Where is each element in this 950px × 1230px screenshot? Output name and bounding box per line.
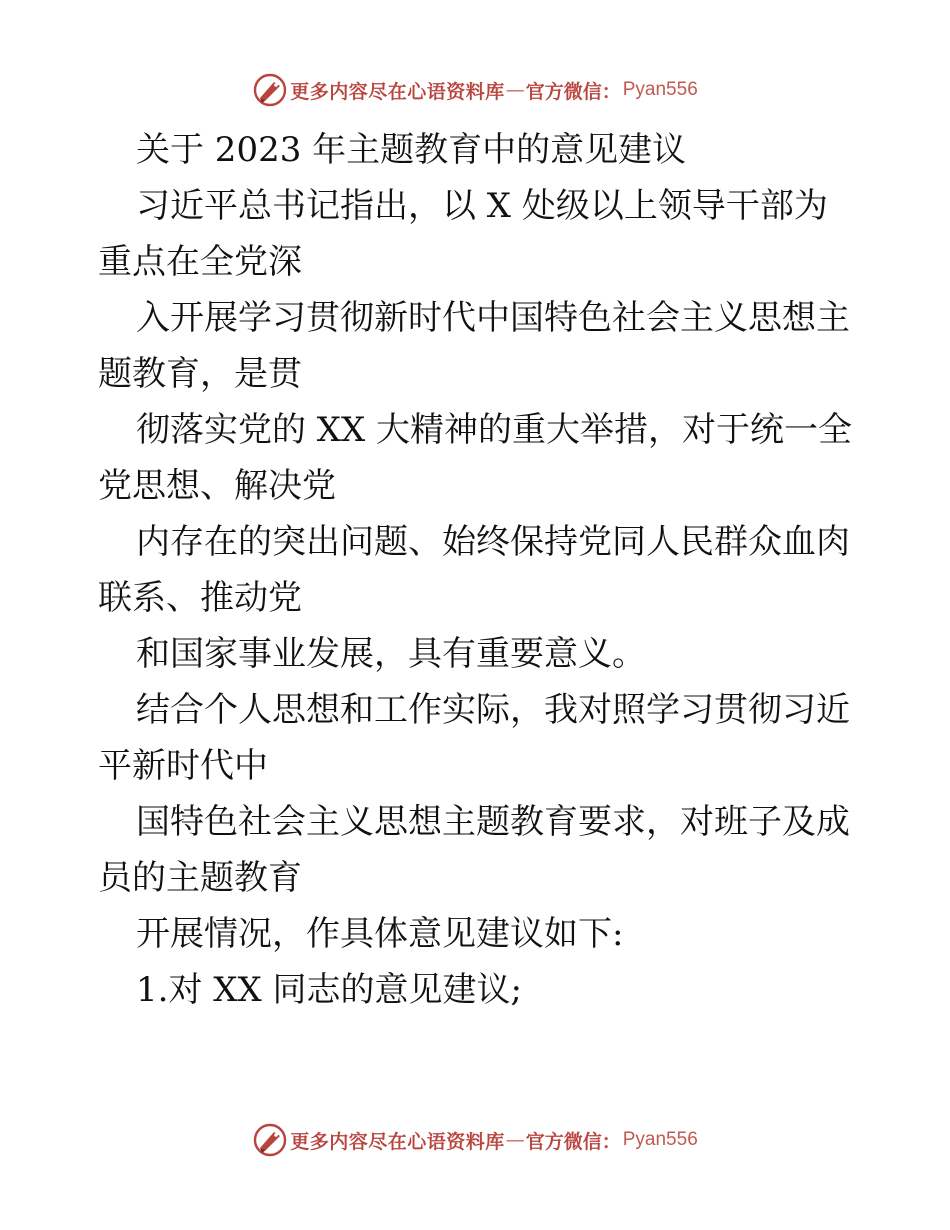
banner-dash: — <box>505 79 525 101</box>
paragraph-line: 结合个人思想和工作实际，我对照学习贯彻习近 <box>136 690 850 730</box>
paragraph-line: 内存在的突出问题、始终保持党同人民群众血肉 <box>136 522 850 562</box>
footer-banner <box>0 1120 950 1160</box>
paragraph-line: 开展情况，作具体意见建议如下: <box>136 914 624 954</box>
paragraph-line: 重点在全党深 <box>98 242 302 282</box>
pen-nib-logo-icon <box>252 1122 288 1158</box>
paragraph-line: 和国家事业发展，具有重要意义。 <box>136 634 646 674</box>
banner-account: Pyan556 <box>622 79 698 100</box>
paragraph-line: 习近平总书记指出，以 X 处级以上领导干部为 <box>136 186 828 226</box>
paragraph-line: 入开展学习贯彻新时代中国特色社会主义思想主 <box>136 298 850 338</box>
pen-nib-logo-icon <box>252 72 288 108</box>
banner-text: 更多内容尽在心语资料库 <box>290 80 505 103</box>
banner-account: Pyan556 <box>622 1129 698 1150</box>
paragraph-line: 员的主题教育 <box>98 858 302 898</box>
document-title: 关于 2023 年主题教育中的意见建议 <box>136 130 687 170</box>
banner-text: 更多内容尽在心语资料库 <box>290 1130 505 1153</box>
paragraph-line: 党思想、解决党 <box>98 466 336 506</box>
banner-dash: — <box>505 1129 525 1151</box>
paragraph-line: 国特色社会主义思想主题教育要求，对班子及成 <box>136 802 850 842</box>
banner-label: 官方微信： <box>525 80 621 103</box>
header-banner <box>0 70 950 110</box>
paragraph-line: 彻落实党的 XX 大精神的重大举措，对于统一全 <box>136 410 853 450</box>
list-item: 1.对 XX 同志的意见建议; <box>136 970 522 1010</box>
paragraph-line: 联系、推动党 <box>98 578 302 618</box>
document-body <box>98 122 858 1018</box>
paragraph-line: 题教育，是贯 <box>98 354 302 394</box>
banner-label: 官方微信： <box>525 1130 621 1153</box>
paragraph-line: 平新时代中 <box>98 746 268 786</box>
